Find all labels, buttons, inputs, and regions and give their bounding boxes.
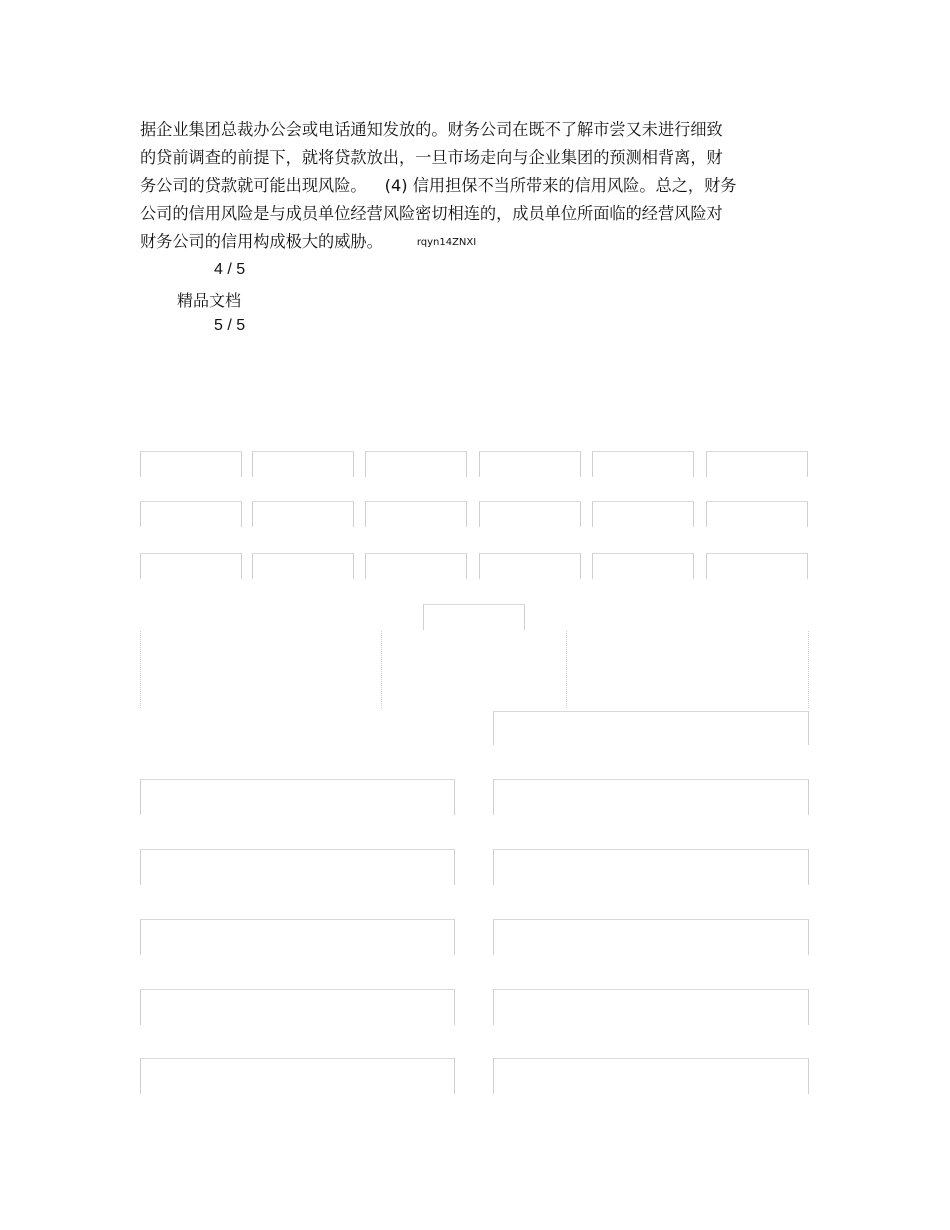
blank-cell [706, 501, 808, 527]
blank-cell [140, 553, 242, 579]
blank-cell [592, 501, 694, 527]
blank-cell [140, 451, 242, 477]
blank-cell [479, 451, 581, 477]
page-indicator: 5 / 5 [214, 317, 246, 334]
blank-field [140, 919, 455, 955]
blank-cell [365, 553, 467, 579]
blank-cell [479, 501, 581, 527]
blank-cell [252, 501, 354, 527]
blank-cell [252, 553, 354, 579]
doc-label: 精品文档 [177, 291, 242, 310]
blank-cell [365, 501, 467, 527]
blank-field [140, 779, 455, 815]
blank-cell [423, 604, 525, 630]
blank-field [493, 989, 809, 1025]
blank-field [493, 711, 809, 745]
blank-cell [252, 451, 354, 477]
body-paragraph [140, 116, 790, 257]
blank-cell [140, 501, 242, 527]
paragraph-line: 据企业集团总裁办公会或电话通知发放的。财务公司在既不了解市尝又未进行细致 [140, 120, 723, 139]
dotted-divider [381, 631, 382, 708]
dotted-divider [808, 631, 809, 708]
paragraph-line: 的贷前调查的前提下，就将贷款放出，一旦市场走向与企业集团的预测相背离，财 [140, 148, 723, 167]
blank-cell [706, 553, 808, 579]
blank-field [493, 919, 809, 955]
blank-cell [365, 451, 467, 477]
paragraph-line: 公司的信用风险是与成员单位经营风险密切相连的，成员单位所面临的经营风险对 [140, 204, 723, 223]
paragraph-segment: (4) 信用担保不当所带来的信用风险。总之，财务 [384, 176, 737, 195]
dotted-divider [566, 631, 567, 708]
paragraph-segment: 财务公司的信用构成极大的威胁。 [140, 232, 383, 251]
blank-cell [706, 451, 808, 477]
blank-field [493, 779, 809, 815]
blank-field [493, 849, 809, 885]
watermark-code: rqyn14ZNXI [416, 237, 477, 248]
blank-cell [592, 451, 694, 477]
page-indicator: 4 / 5 [214, 261, 246, 278]
blank-field [493, 1058, 809, 1094]
paragraph-line [140, 228, 790, 257]
blank-cell [592, 553, 694, 579]
dotted-divider [140, 631, 141, 708]
blank-field [140, 1058, 455, 1094]
paragraph-line [140, 172, 790, 200]
blank-cell [479, 553, 581, 579]
blank-field [140, 849, 455, 885]
paragraph-segment: 务公司的贷款就可能出现风险。 [140, 176, 367, 195]
blank-field [140, 989, 455, 1025]
